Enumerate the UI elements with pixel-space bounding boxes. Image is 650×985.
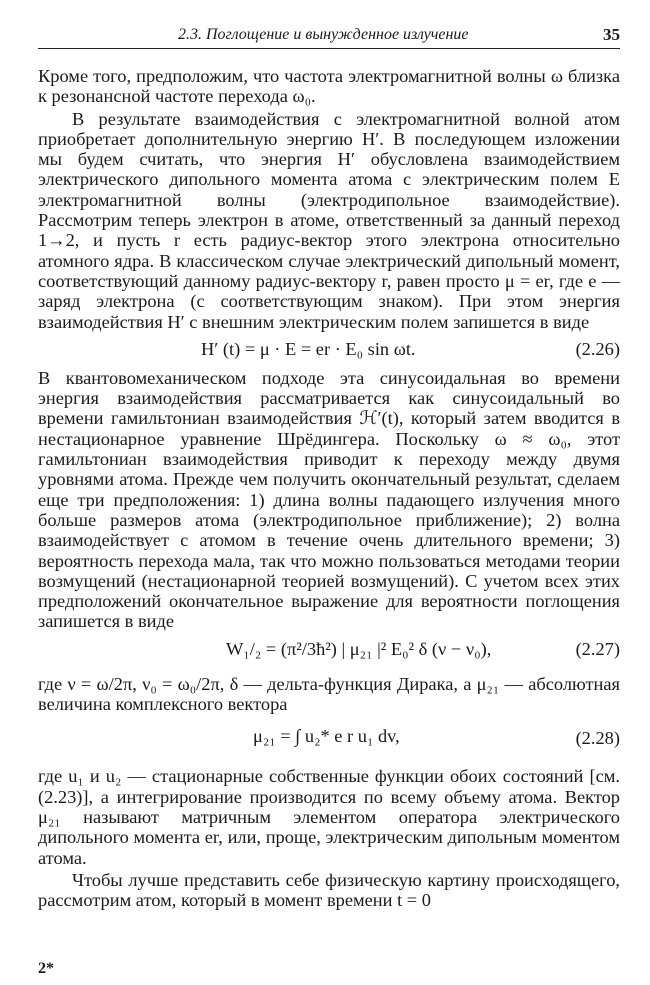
paragraph-5: где u₁ и u₂ — стационарные собственные функции обоих состояний [см. (2.23)], а интегрирование производится по всему объему атома. Вектор μ₂₁ называют матричным элементом оператора электрического дипольного момента er, или, проще, электрическим дипольным моментом атома. bbox=[38, 766, 620, 868]
equation-number: (2.26) bbox=[575, 338, 620, 359]
equation-expression: H′ (t) = μ · E = er · E₀ sin ωt. bbox=[201, 338, 416, 359]
paragraph-2: В результате взаимодействия с электромагнитной волной атом приобретает дополнительную энергию H′. В последующем изложении мы будем считать, что энергия H′ обусловлена взаимодействием электрического дипольного момента атома с электрическим полем E электромагнитной волны (электродипольное взаимодействие). Рассмотрим теперь электрон в атоме, ответственный за данный переход 1→2, и пусть r есть радиус-вектор этого электрона относительно атомного ядра. В классическом случае электрический дипольный момент, соответствующий данному радиус-вектору r, равен просто μ = er, где e — заряд электрона (с соответствующим знаком). При этом энергия взаимодействия H′ с внешним электрическим полем запишется в виде bbox=[38, 108, 620, 332]
equation-number: (2.28) bbox=[575, 728, 620, 749]
book-page bbox=[38, 0, 620, 985]
equation-expression: μ₂₁ = ∫ u₂* e r u₁ dv, bbox=[253, 726, 400, 747]
page-body bbox=[38, 66, 620, 910]
signature-mark: 2* bbox=[38, 960, 54, 977]
paragraph-1: Кроме того, предположим, что частота электромагнитной волны ω близка к резонансной частоте перехода ω₀. bbox=[38, 66, 620, 107]
equation-2-27 bbox=[38, 634, 620, 670]
paragraph-3: В квантовомеханическом подходе эта синусоидальная во времени энергия взаимодействия рассматривается как синусоидальный во времени гамильтониан взаимодействия ℋ′(t), который затем вводится в нестационарное уравнение Шрёдингера. Поскольку ω ≈ ω₀, этот гамильтониан взаимодействия приводит к переходу между двумя уровнями атома. Прежде чем получить окончательный результат, сделаем еще три предположения: 1) длина волны падающего излучения много больше размеров атома (электродипольное приближение); 2) волна взаимодействует с атомом в течение очень длительного времени; 3) вероятность перехода мала, так что можно пользоваться методами теории возмущений (нестационарной теорией возмущений). С учетом всех этих предположений окончательное выражение для вероятности поглощения запишется в виде bbox=[38, 367, 620, 632]
paragraph-4: где ν = ω/2π, ν₀ = ω₀/2π, δ — дельта-функция Дирака, а μ₂₁ — абсолютная величина комплексного вектора bbox=[38, 673, 620, 715]
equation-number: (2.27) bbox=[575, 638, 620, 659]
running-header bbox=[38, 22, 620, 49]
equation-2-28 bbox=[38, 716, 620, 762]
paragraph-6: Чтобы лучше представить себе физическую картину происходящего, рассмотрим атом, который в момент времени t = 0 bbox=[38, 869, 620, 911]
page-number: 35 bbox=[603, 25, 620, 44]
equation-2-26 bbox=[38, 334, 620, 364]
equation-expression: W₁/₂ = (π²/3ħ²) | μ₂₁ |² E₀² δ (ν − ν₀), bbox=[226, 638, 492, 659]
section-title: 2.3. Поглощение и вынужденное излучение bbox=[178, 26, 469, 43]
